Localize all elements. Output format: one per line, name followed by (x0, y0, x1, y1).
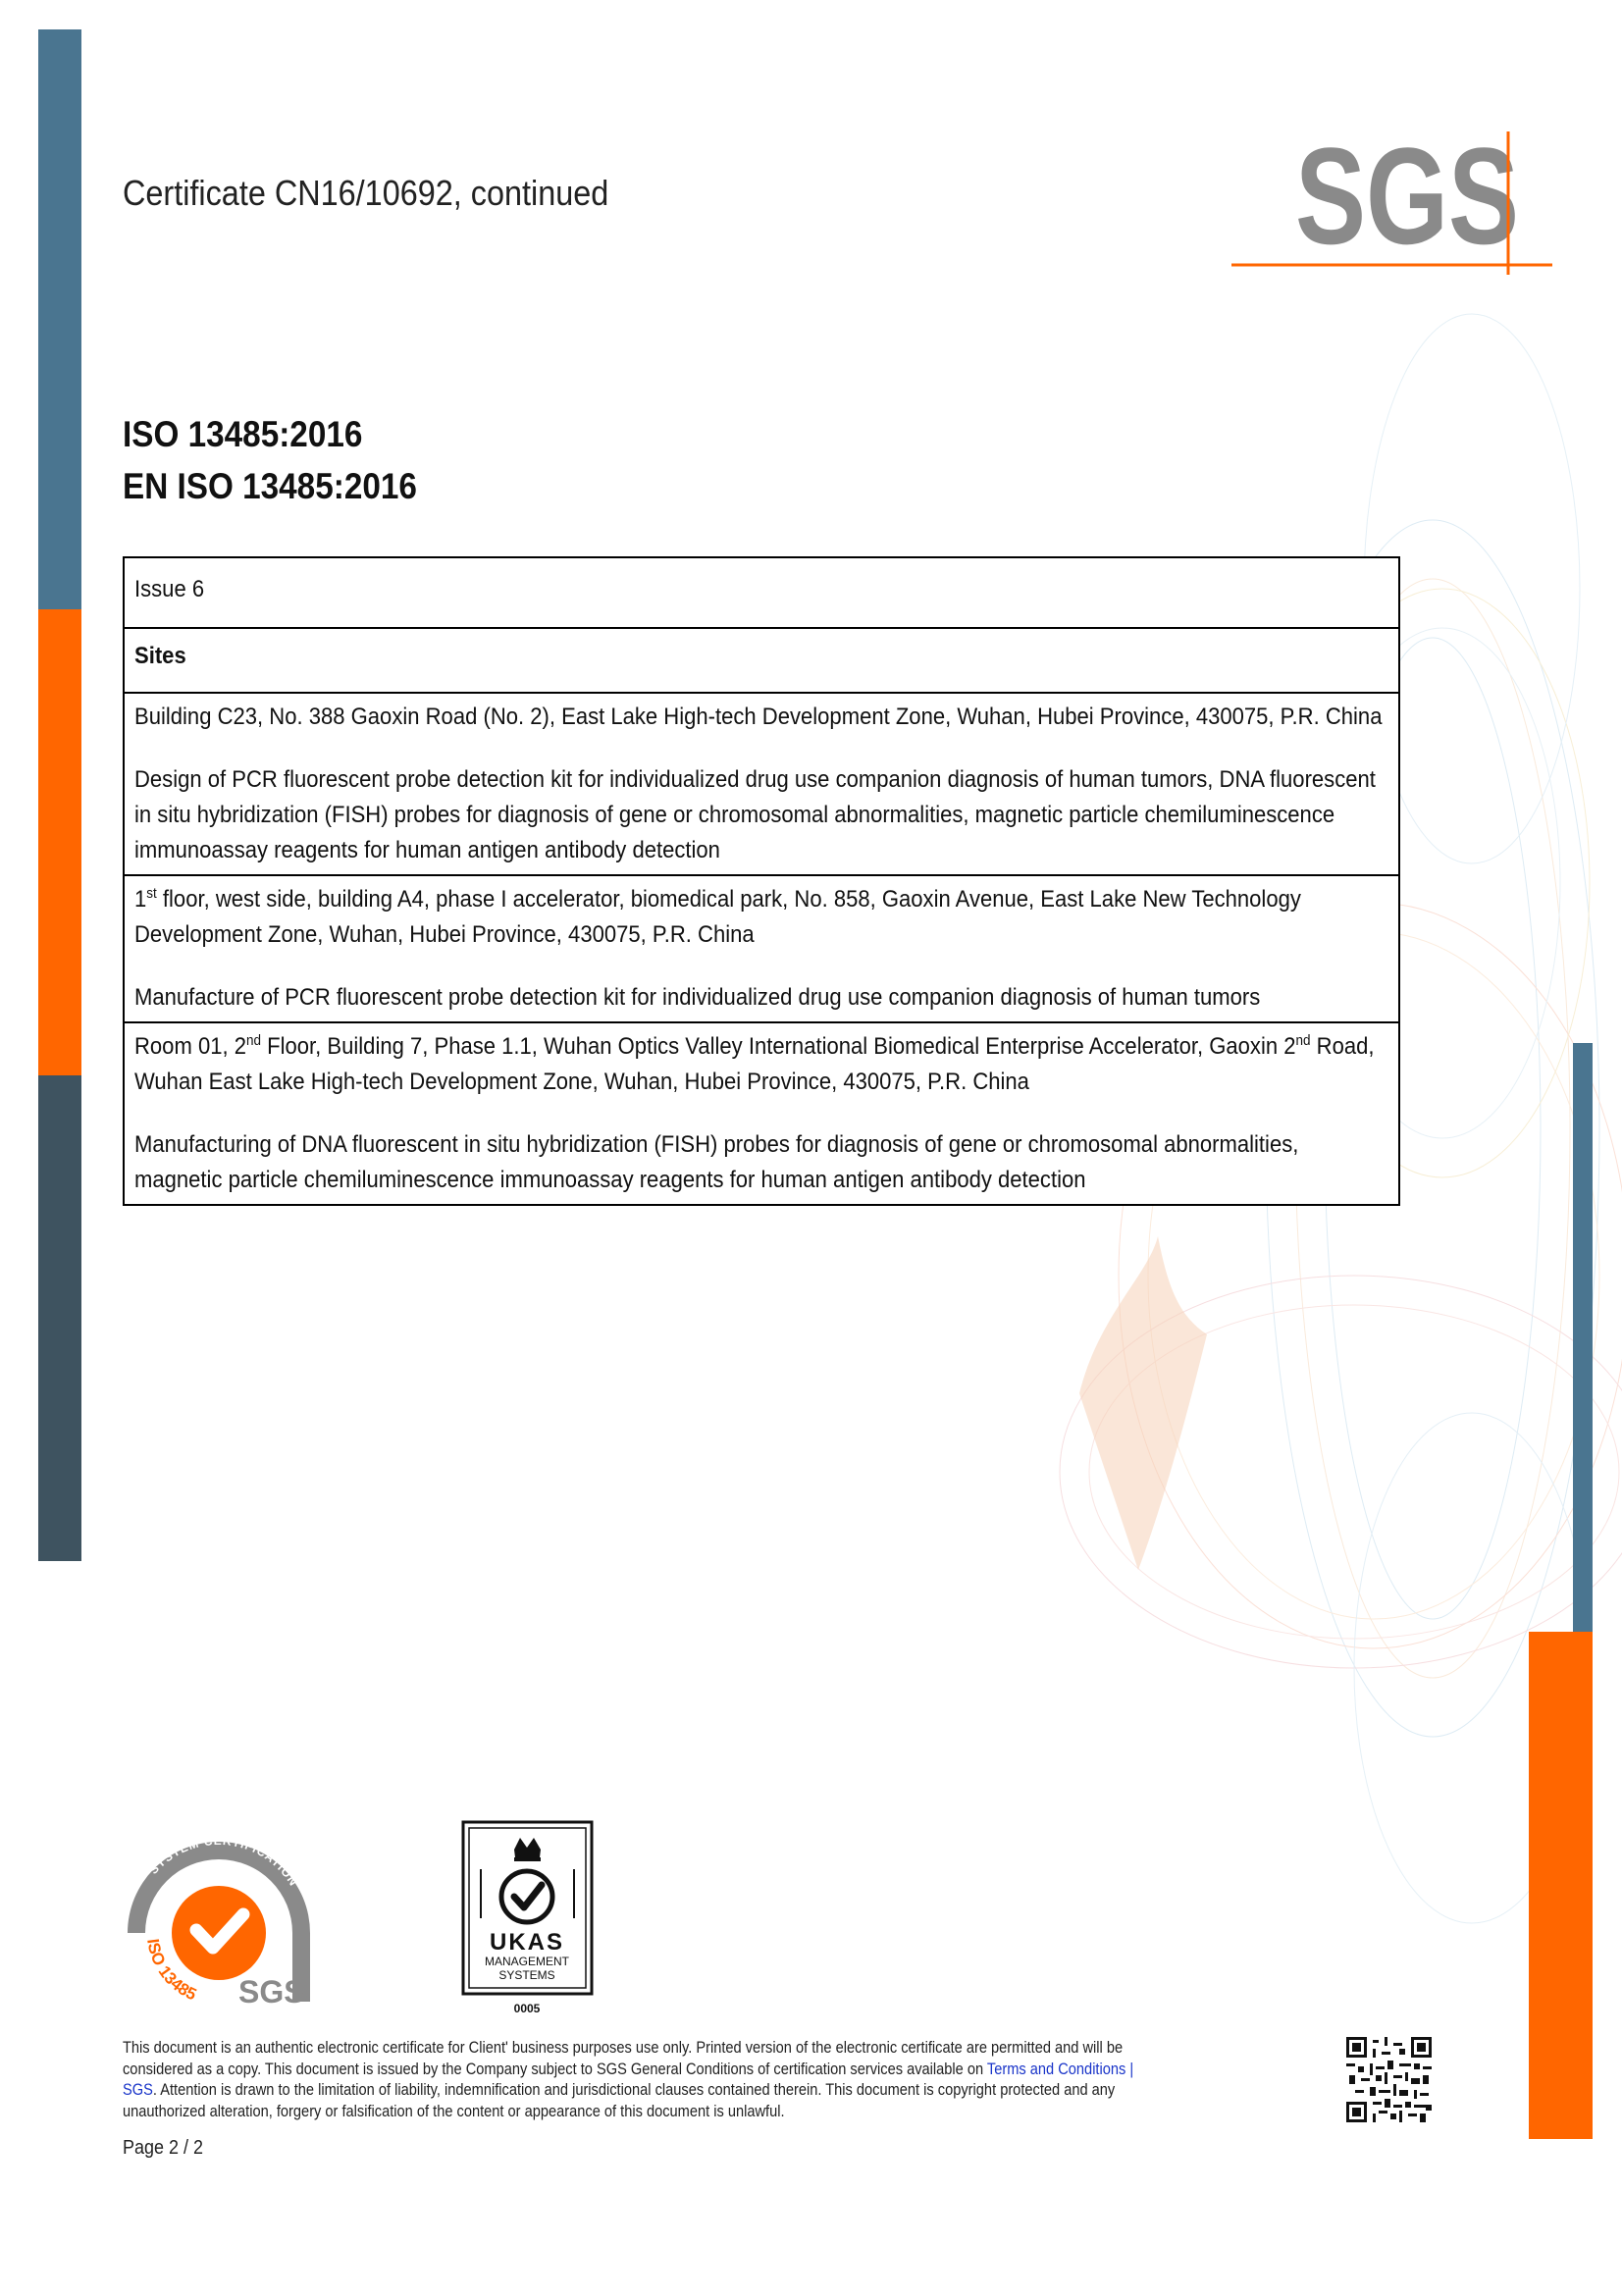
standard-en-iso: EN ISO 13485:2016 (123, 466, 417, 506)
issue-row (124, 557, 1399, 628)
ukas-number: 0005 (513, 2002, 541, 2015)
left-blue-bar (38, 29, 81, 609)
left-orange-bar (38, 609, 81, 1075)
system-certification-arc-text: SYSTEM CERTIFICATION (146, 1833, 301, 1890)
certificate-title: Certificate CN16/10692, continued (123, 173, 609, 213)
standard-iso: ISO 13485:2016 (123, 414, 363, 454)
site3-address: Room 01, 2nd Floor, Building 7, Phase 1.1, Wuhan Optics Valley International Biomedical Enterprise Accelerator, Gaoxin 2nd Road, Wuhan East Lake High-tech Development Zone, Wuhan, Hubei Province, 430075, P.R. China (134, 1031, 1375, 1095)
sites-header: Sites (134, 643, 186, 669)
qr-code-icon (1346, 2037, 1432, 2122)
site2-address: 1st floor, west side, building A4, phase I accelerator, biomedical park, No. 858, Gaoxin Avenue, East Lake New Technology Development Zone, Wuhan, Hubei Province, 430075, P.R. China (134, 884, 1301, 948)
footer-disclaimer: This document is an authentic electronic certificate for Client' business purposes use only. Printed version of the electronic certificate are permitted and will be considered as a copy. This document is issued by the Company subject to SGS General Conditions of certification services available on Terms and Conditions | SGS. Attention is drawn to the limitation of liability, indemnification and jurisdictional clauses contained therein. This document is copyright protected and any unauthorized alteration, forgery or falsification of the content or appearance of this document is unlawful. (123, 2038, 1134, 2120)
ukas-name: UKAS (489, 1929, 565, 1956)
sgs-logo-text: SGS (1295, 128, 1519, 273)
sites-table (123, 556, 1400, 1206)
issue-label: Issue 6 (134, 576, 205, 602)
sites-header-row (124, 628, 1399, 693)
left-dark-bar (38, 1075, 81, 1561)
site1-scope: Design of PCR fluorescent probe detection kit for individualized drug use companion diagnosis of human tumors, DNA fluorescent in situ hybridization (FISH) probes for diagnosis of gene or chromosomal abnormalities, magnetic particle chemiluminescence immunoassay reagents for human antigen antibody detection (134, 766, 1376, 863)
ukas-line1: MANAGEMENT (484, 1955, 570, 1968)
site-row-3 (124, 1022, 1399, 1205)
sgs-logo (1231, 128, 1560, 275)
site-row-2 (124, 875, 1399, 1022)
iso-13485-badge-text: ISO 13485 (143, 1937, 200, 2005)
sgs-system-certification-badge (118, 1820, 319, 2011)
site-row-1 (124, 693, 1399, 875)
terms-and-conditions-link[interactable]: Terms and Conditions | SGS (123, 2059, 1134, 2099)
page-number: Page 2 / 2 (123, 2137, 204, 2159)
site1-address: Building C23, No. 388 Gaoxin Road (No. 2), East Lake High-tech Development Zone, Wuhan, Hubei Province, 430075, P.R. China (134, 704, 1383, 730)
ukas-line2: SYSTEMS (498, 1968, 555, 1982)
sgs-badge-text: SGS (238, 1974, 305, 2009)
site3-scope: Manufacturing of DNA fluorescent in situ hybridization (FISH) probes for diagnosis of gene or chromosomal abnormalities, magnetic particle chemiluminescence immunoassay reagents for human antigen antibody detection (134, 1131, 1299, 1193)
right-blue-bar (1573, 1043, 1593, 1632)
right-orange-bar (1529, 1632, 1593, 2139)
site2-scope: Manufacture of PCR fluorescent probe detection kit for individualized drug use companion diagnosis of human tumors (134, 984, 1261, 1011)
ukas-management-systems-badge (461, 1820, 594, 2018)
